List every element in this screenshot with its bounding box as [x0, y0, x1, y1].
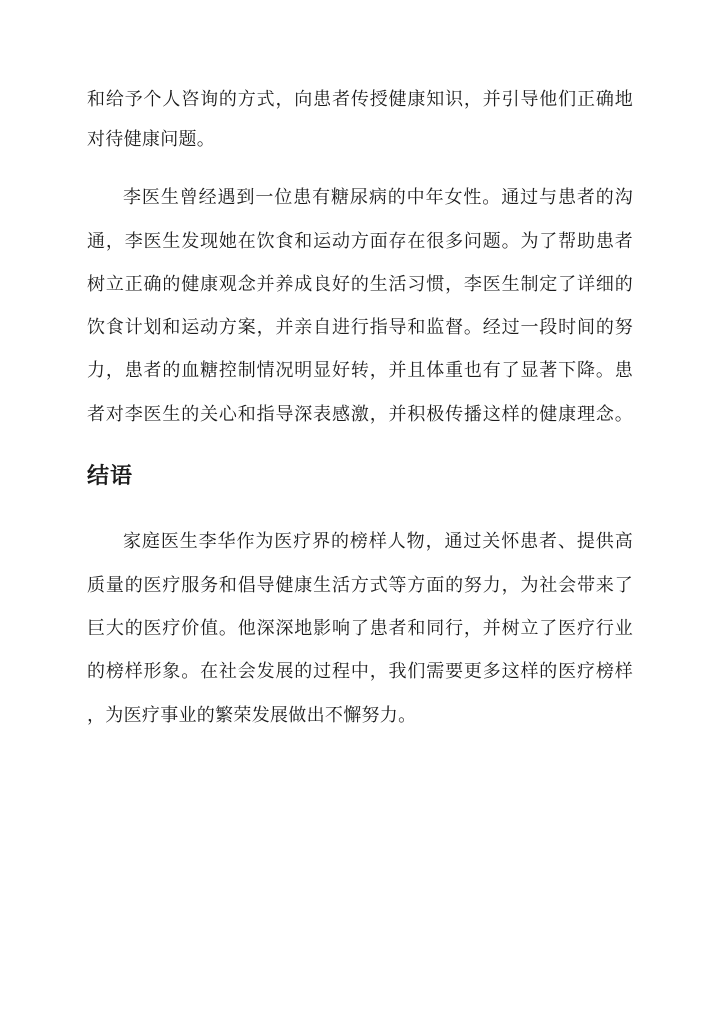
- paragraph-2-line-6: 者对李医生的关心和指导深表感激，并积极传播这样的健康理念。: [87, 404, 633, 425]
- section-heading: 结语: [87, 463, 134, 489]
- paragraph-3-line-1: 家庭医生李华作为医疗界的榜样人物，通过关怀患者、提供高: [123, 531, 633, 552]
- paragraph-1-line-1: 和给予个人咨询的方式，向患者传授健康知识，并引导他们正确地: [87, 89, 633, 110]
- paragraph-2-line-5: 力，患者的血糖控制情况明显好转，并且体重也有了显著下降。患: [87, 360, 633, 381]
- paragraph-2-line-2: 通，李医生发现她在饮食和运动方面存在很多问题。为了帮助患者: [87, 231, 633, 252]
- paragraph-3-line-4: 的榜样形象。在社会发展的过程中，我们需要更多这样的医疗榜样: [87, 661, 633, 682]
- paragraph-1-line-2: 对待健康问题。: [87, 129, 216, 150]
- paragraph-2-line-1: 李医生曾经遇到一位患有糖尿病的中年女性。通过与患者的沟: [123, 187, 633, 208]
- paragraph-2-line-4: 饮食计划和运动方案，并亲自进行指导和监督。经过一段时间的努: [87, 317, 633, 338]
- paragraph-3-line-3: 巨大的医疗价值。他深深地影响了患者和同行，并树立了医疗行业: [87, 618, 633, 639]
- paragraph-2-line-3: 树立正确的健康观念并养成良好的生活习惯，李医生制定了详细的: [87, 274, 633, 295]
- paragraph-3-line-2: 质量的医疗服务和倡导健康生活方式等方面的努力，为社会带来了: [87, 575, 633, 596]
- paragraph-3-line-5: ，为医疗事业的繁荣发展做出不懈努力。: [87, 705, 417, 726]
